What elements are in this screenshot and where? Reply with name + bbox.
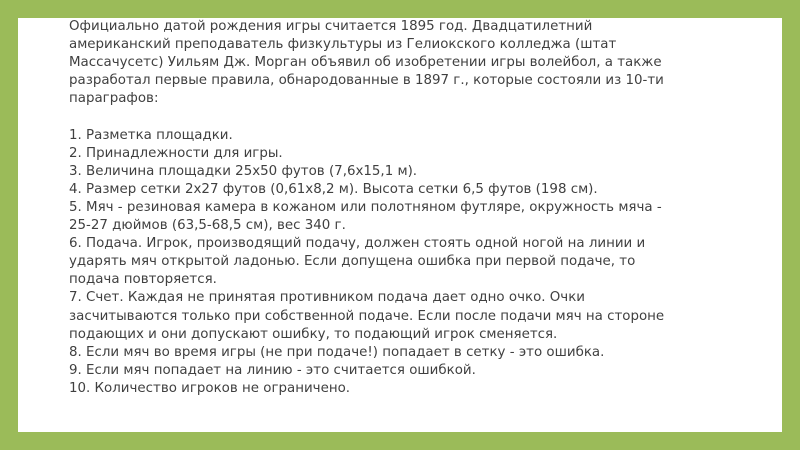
rule-line: 10. Количество игроков не ограничено. xyxy=(69,380,351,396)
intro-line: разработал первые правила, обнародованные в 1897 г., которые состояли из 10-ти xyxy=(69,73,664,89)
intro-line: параграфов: xyxy=(69,91,159,107)
rule-line: подача повторяется. xyxy=(69,272,217,288)
rule-line: 1. Разметка площадки. xyxy=(69,127,233,143)
intro-line: Массачусетс) Уильям Дж. Морган объявил об изобретении игры волейбол, а также xyxy=(69,55,662,71)
rule-line: 4. Размер сетки 2x27 футов (0,61x8,2 м). Высота сетки 6,5 футов (198 см). xyxy=(69,181,598,197)
intro-line: Официально датой рождения игры считается 1895 год. Двадцатилетний xyxy=(69,19,593,34)
rule-line: 7. Счет. Каждая не принятая противником подача дает одно очко. Очки xyxy=(69,290,586,306)
rule-line: 8. Если мяч во время игры (не при подаче!) попадает в сетку - это ошибка. xyxy=(69,344,605,360)
paragraph-spacer xyxy=(69,108,749,126)
rule-line: ударять мяч открытой ладонью. Если допущена ошибка при первой подаче, то xyxy=(69,254,636,270)
rule-line: засчитываются только при собственной подаче. Если после подачи мяч на стороне xyxy=(69,308,665,324)
rule-line: 25-27 дюймов (63,5-68,5 см), вес 340 г. xyxy=(69,218,346,234)
slide-text xyxy=(69,18,749,398)
rule-line: 5. Мяч - резиновая камера в кожаном или полотняном футляре, окружность мяча - xyxy=(69,199,662,215)
rule-line: подающих и они допускают ошибку, то подающий игрок сменяется. xyxy=(69,326,558,342)
intro-line: американский преподаватель физкультуры из Гелиокского колледжа (штат xyxy=(69,37,617,53)
rule-line: 9. Если мяч попадает на линию - это считается ошибкой. xyxy=(69,362,476,378)
rule-line: 6. Подача. Игрок, производящий подачу, должен стоять одной ногой на линии и xyxy=(69,236,646,252)
rule-line: 2. Принадлежности для игры. xyxy=(69,145,283,161)
rule-line: 3. Величина площадки 25x50 футов (7,6x15,1 м). xyxy=(69,163,418,179)
